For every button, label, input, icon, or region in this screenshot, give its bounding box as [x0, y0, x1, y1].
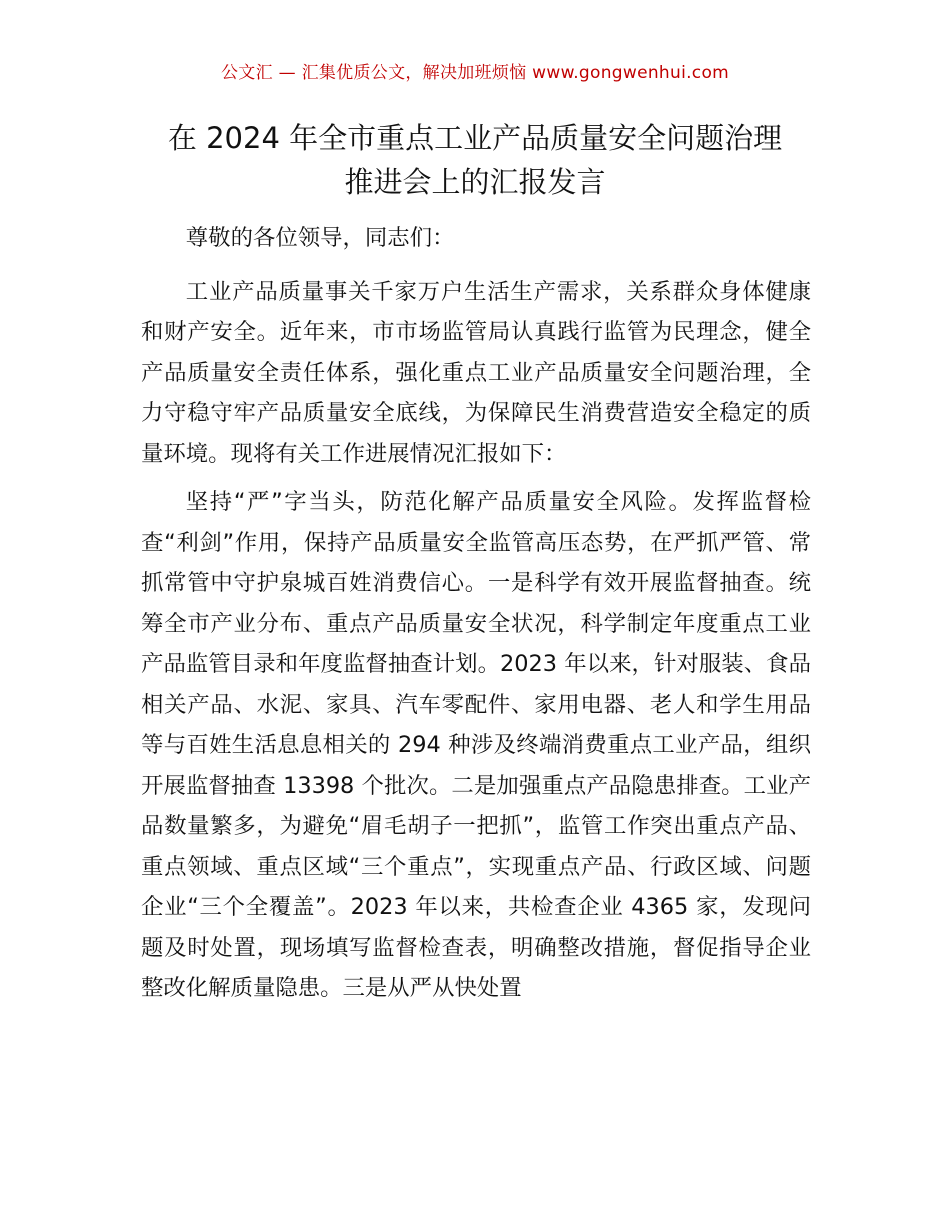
document-body: [141, 218, 811, 1017]
paragraph-intro: 工业产品质量事关千家万户生活生产需求，关系群众身体健康和财产安全。近年来，市市场监管局认真践行监管为民理念，健全产品质量安全责任体系，强化重点工业产品质量安全问题治理，全力守稳守牢产品质量安全底线，为保障民生消费营造安全稳定的质量环境。现将有关工作进展情况汇报如下：: [141, 278, 811, 467]
site-banner: 公文汇 — 汇集优质公文，解决加班烦恼 www.gongwenhui.com: [220, 63, 730, 83]
paragraph-strict-supervision: 坚持“严”字当头，防范化解产品质量安全风险。发挥监督检查“利剑”作用，保持产品质量安全监管高压态势，在严抓严管、常抓常管中守护泉城百姓消费信心。一是科学有效开展监督抽查。统筹全市产业分布、重点产品质量安全状况，科学制定年度重点工业产品监管目录和年度监督抽查计划。2023 年以来，针对服装、食品相关产品、水泥、家具、汽车零配件、家用电器、老人和学生用品等与百姓生活息息相关的 294 种涉及终端消费重点工业产品，组织开展监督抽查 13398 个批次。二是加强重点产品隐患排查。工业产品数量繁多，为避免“眉毛胡子一把抓”，监管工作突出重点产品、重点领域、重点区域“三个重点”，实现重点产品、行政区域、问题企业“三个全覆盖”。2023 年以来，共检查企业 4365 家，发现问题及时处置，现场填写监督检查表，明确整改措施，督促指导企业整改化解质量隐患。三是从严从快处置: [141, 489, 811, 1001]
salutation: 尊敬的各位领导，同志们：: [185, 225, 455, 251]
document-title-line-1: 在 2024 年全市重点工业产品质量安全问题治理: [167, 121, 783, 155]
document-title: [130, 116, 820, 204]
document-title-line-2: 推进会上的汇报发言: [344, 165, 606, 199]
